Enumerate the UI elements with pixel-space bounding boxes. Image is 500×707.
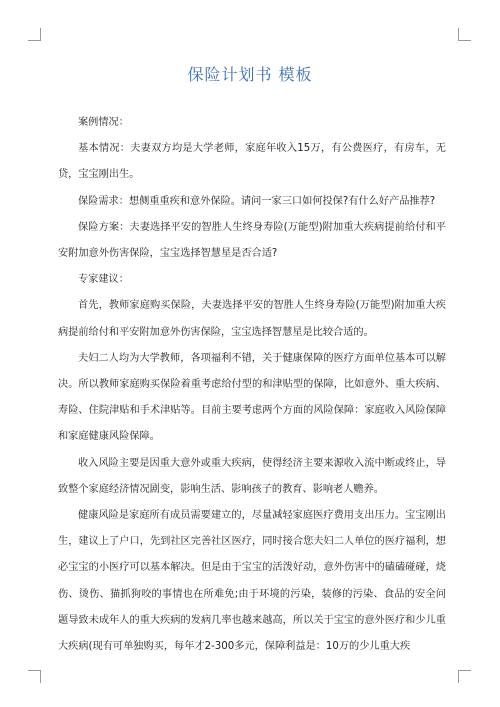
crop-mark-top-left [28,28,41,41]
paragraph-insurance-need: 保险需求：想侧重重疾和意外保险。请问一家三口如何投保?有什么好产品推荐? [78,195,436,207]
crop-mark-bottom-right [458,670,471,683]
document-body [58,110,446,660]
paragraph-health-risk: 健康风险是家庭所有成员需要建立的，尽量减轻家庭医疗费用支出压力。宝宝刚出生，建议上了户口，先到社区完善社区医疗，同时接合您夫妇二人单位的医疗福利，想必宝宝的小医疗可以基本解决。但是由于宝宝的活泼好动，意外伤害中的磕磕碰碰，烧伤、烫伤、猫抓狗咬的事情也在所难免;由于环境的污染，装修的污染、食品的安全问题导致未成年人的重大疾病的发病几率也越来越高，所以关于宝宝的意外医疗和少儿重大疾病(现有可单独购买，每年才2-300多元，保障利益是：10万的少儿重大疾 [58,510,446,653]
paragraph-couple-teachers: 夫妇二人均为大学教师，各项福利不错，关于健康保障的医疗方面单位基本可以解决。所以教师家庭购买保险着重考虑给付型的和津贴型的保障，比如意外、重大疾病、寿险、住院津贴和手术津贴等。目前主要考虑两个方面的风险保障：家庭收入风险保障和家庭健康风险保障。 [58,352,446,443]
paragraph-first-advice: 首先，教师家庭购买保险，夫妻选择平安的智胜人生终身寿险(万能型)附加重大疾病提前给付和平安附加意外伤害保险，宝宝选择智慧星是比较合适的。 [58,300,446,338]
document-title: 保险计划书 模板 [187,65,313,84]
paragraph-income-risk: 收入风险主要是因重大意外或重大疾病，使得经济主要来源收入流中断或终止，导致整个家庭经济情况剧变，影响生活、影响孩子的教育、影响老人赡养。 [58,457,446,495]
crop-mark-bottom-left [28,670,41,683]
paragraph-expert-heading: 专家建议： [78,274,129,286]
paragraph-insurance-plan: 保险方案：夫妻选择平安的智胜人生终身寿险(万能型)附加重大疾病提前给付和平安附加意外伤害保险，宝宝选择智慧星是否合适? [58,221,446,260]
crop-mark-top-right [458,28,471,41]
paragraph-basic-info: 基本情况：夫妻双方均是大学老师，家庭年收入15万，有公费医疗，有房车，无贷，宝宝刚出生。 [58,143,446,181]
paragraph-case-heading: 案例情况： [78,117,129,128]
